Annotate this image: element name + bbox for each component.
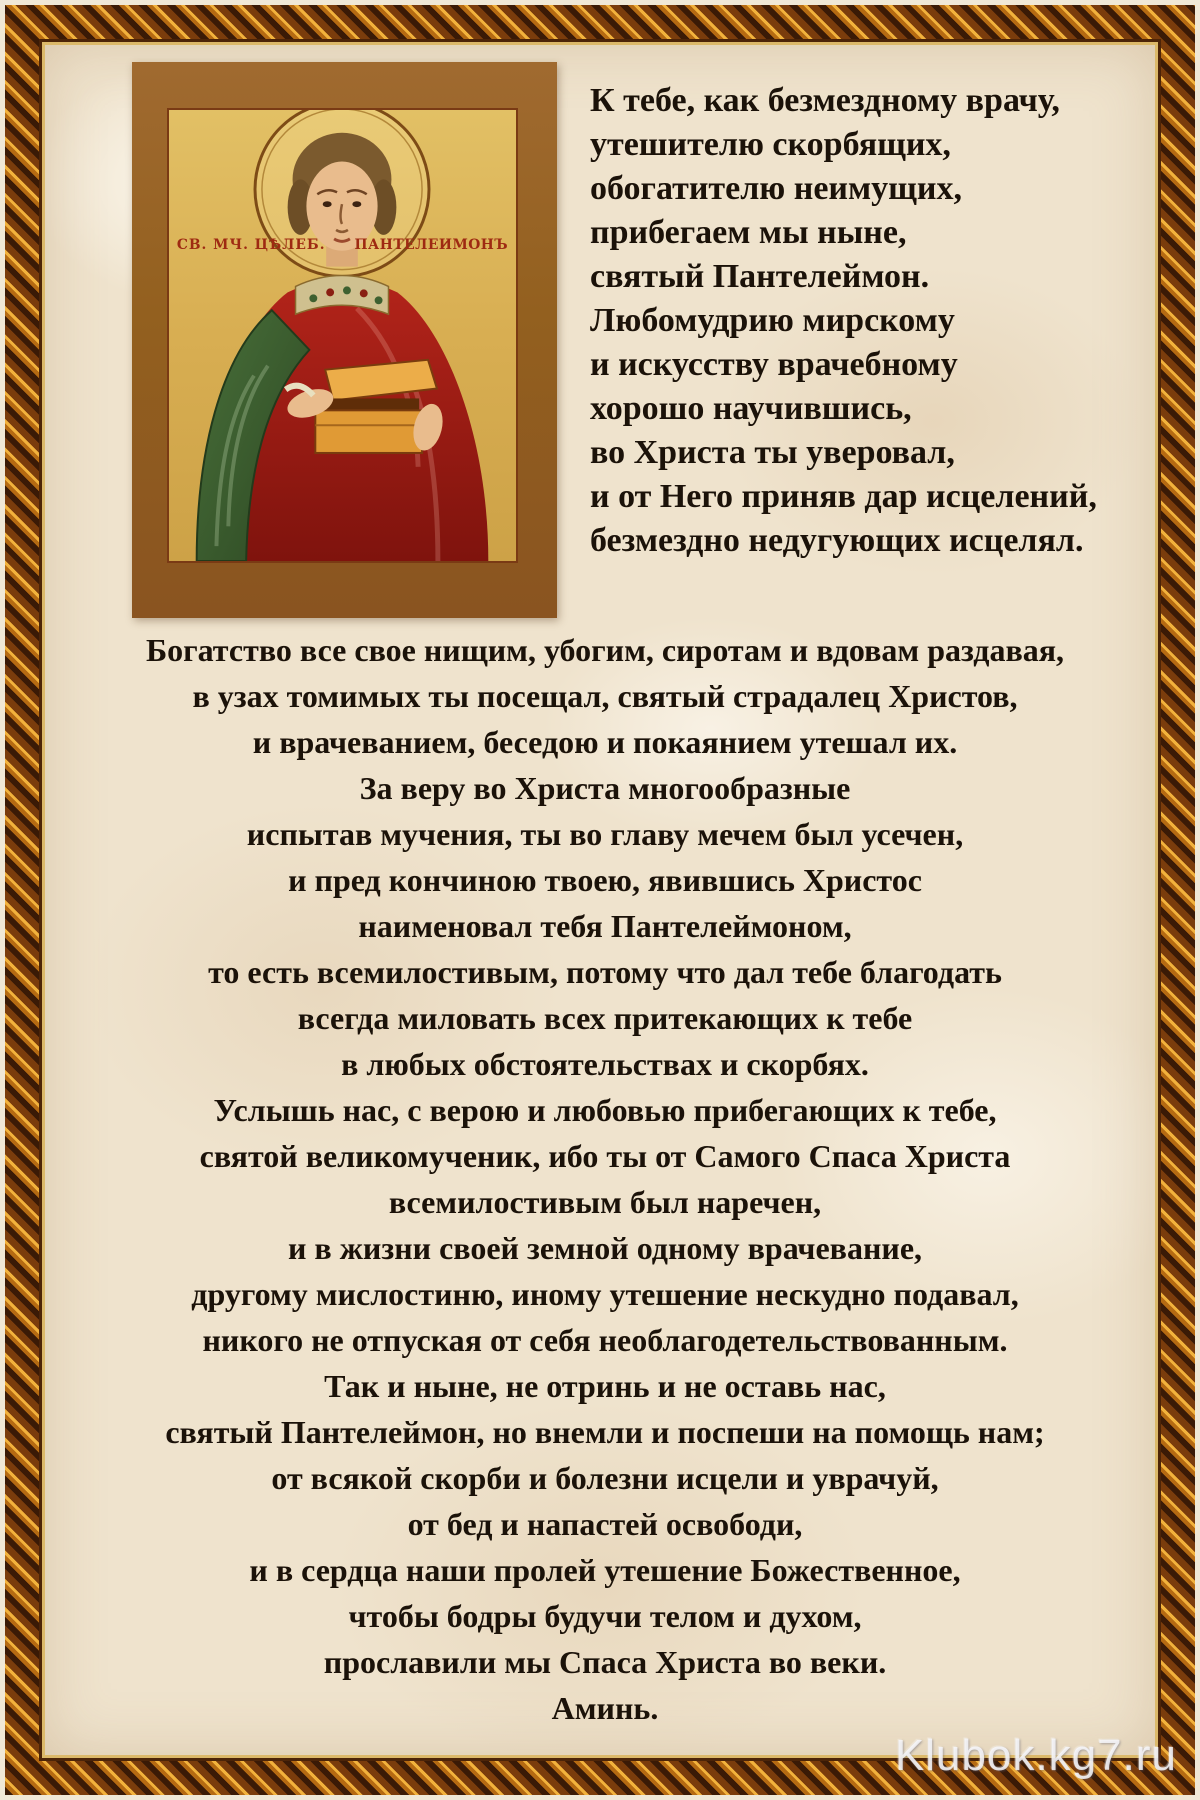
prayer-line: утешителю скорбящих, <box>590 126 951 163</box>
prayer-line: всегда миловать всех притекающих к тебе <box>297 1000 913 1036</box>
prayer-line: За веру во Христа многообразные <box>359 770 851 806</box>
icon-inscription-left: СВ. МЧ. ЦѢЛЕБ. <box>176 236 326 253</box>
prayer-line: Услышь нас, с верою и любовью прибегающих к тебе, <box>213 1092 997 1128</box>
icon-painting <box>167 108 518 563</box>
prayer-line: и пред кончиною твоею, явившись Христос <box>288 862 922 898</box>
prayer-line: безмездно недугующих исцелял. <box>590 522 1084 559</box>
watermark: Klubok.kg7.ru <box>894 1731 1177 1780</box>
prayer-line: святый Пантелеймон. <box>590 258 930 295</box>
prayer-line: и искусству врачебному <box>590 346 958 383</box>
prayer-line: всемилостивым был наречен, <box>388 1184 822 1220</box>
prayer-line: никого не отпуская от себя необлагодетельствованным. <box>202 1322 1008 1358</box>
prayer-line: от бед и напастей освободи, <box>407 1506 803 1542</box>
prayer-line: Аминь. <box>551 1690 659 1726</box>
prayer-line: и в жизни своей земной одному врачевание, <box>287 1230 923 1266</box>
prayer-line: и от Него приняв дар исцелений, <box>590 478 1097 515</box>
prayer-line: и врачеванием, беседою и покаянием утешал их. <box>252 724 958 760</box>
prayer-line: в узах томимых ты посещал, святый страдалец Христов, <box>192 678 1018 714</box>
icon-inscription-right: ПАНТЕЛЕИМОНЪ <box>354 236 509 253</box>
prayer-line: то есть всемилостивым, потому что дал тебе благодать <box>208 954 1002 990</box>
prayer-line: святый Пантелеймон, но внемли и поспеши на помощь нам; <box>165 1414 1045 1450</box>
prayer-line: Любомудрию мирскому <box>590 302 955 339</box>
prayer-line: хорошо научившись, <box>590 390 912 427</box>
prayer-line: испытав мучения, ты во главу мечем был усечен, <box>246 816 964 852</box>
prayer-line: прибегаем мы ныне, <box>590 214 907 251</box>
prayer-line: святой великомученик, ибо ты от Самого Спаса Христа <box>199 1138 1011 1174</box>
prayer-line: Так и ныне, не отринь и не оставь нас, <box>324 1368 886 1404</box>
prayer-line: во Христа ты уверовал, <box>590 434 955 471</box>
prayer-text-full <box>53 627 1157 1731</box>
medicine-box <box>315 410 422 453</box>
saint-panteleimon-icon <box>132 62 557 618</box>
prayer-line: наименовал тебя Пантелеймоном, <box>358 908 852 944</box>
icon-figure <box>169 110 516 561</box>
prayer-text-column <box>590 79 1165 563</box>
prayer-line: прославили мы Спаса Христа во веки. <box>323 1644 887 1680</box>
prayer-line: другому мислостиню, иному утешение нескудно подавал, <box>191 1276 1019 1312</box>
prayer-line: в любых обстоятельствах и скорбях. <box>341 1046 869 1082</box>
prayer-line: чтобы бодры будучи телом и духом, <box>348 1598 862 1634</box>
prayer-line: обогатителю неимущих, <box>590 170 962 207</box>
prayer-line: К тебе, как безмездному врачу, <box>590 82 1060 119</box>
prayer-line: от всякой скорби и болезни исцели и уврачуй, <box>271 1460 939 1496</box>
prayer-line: Богатство все свое нищим, убогим, сиротам и вдовам раздавая, <box>145 632 1065 668</box>
prayer-line: и в сердца наши пролей утешение Божественное, <box>249 1552 961 1588</box>
